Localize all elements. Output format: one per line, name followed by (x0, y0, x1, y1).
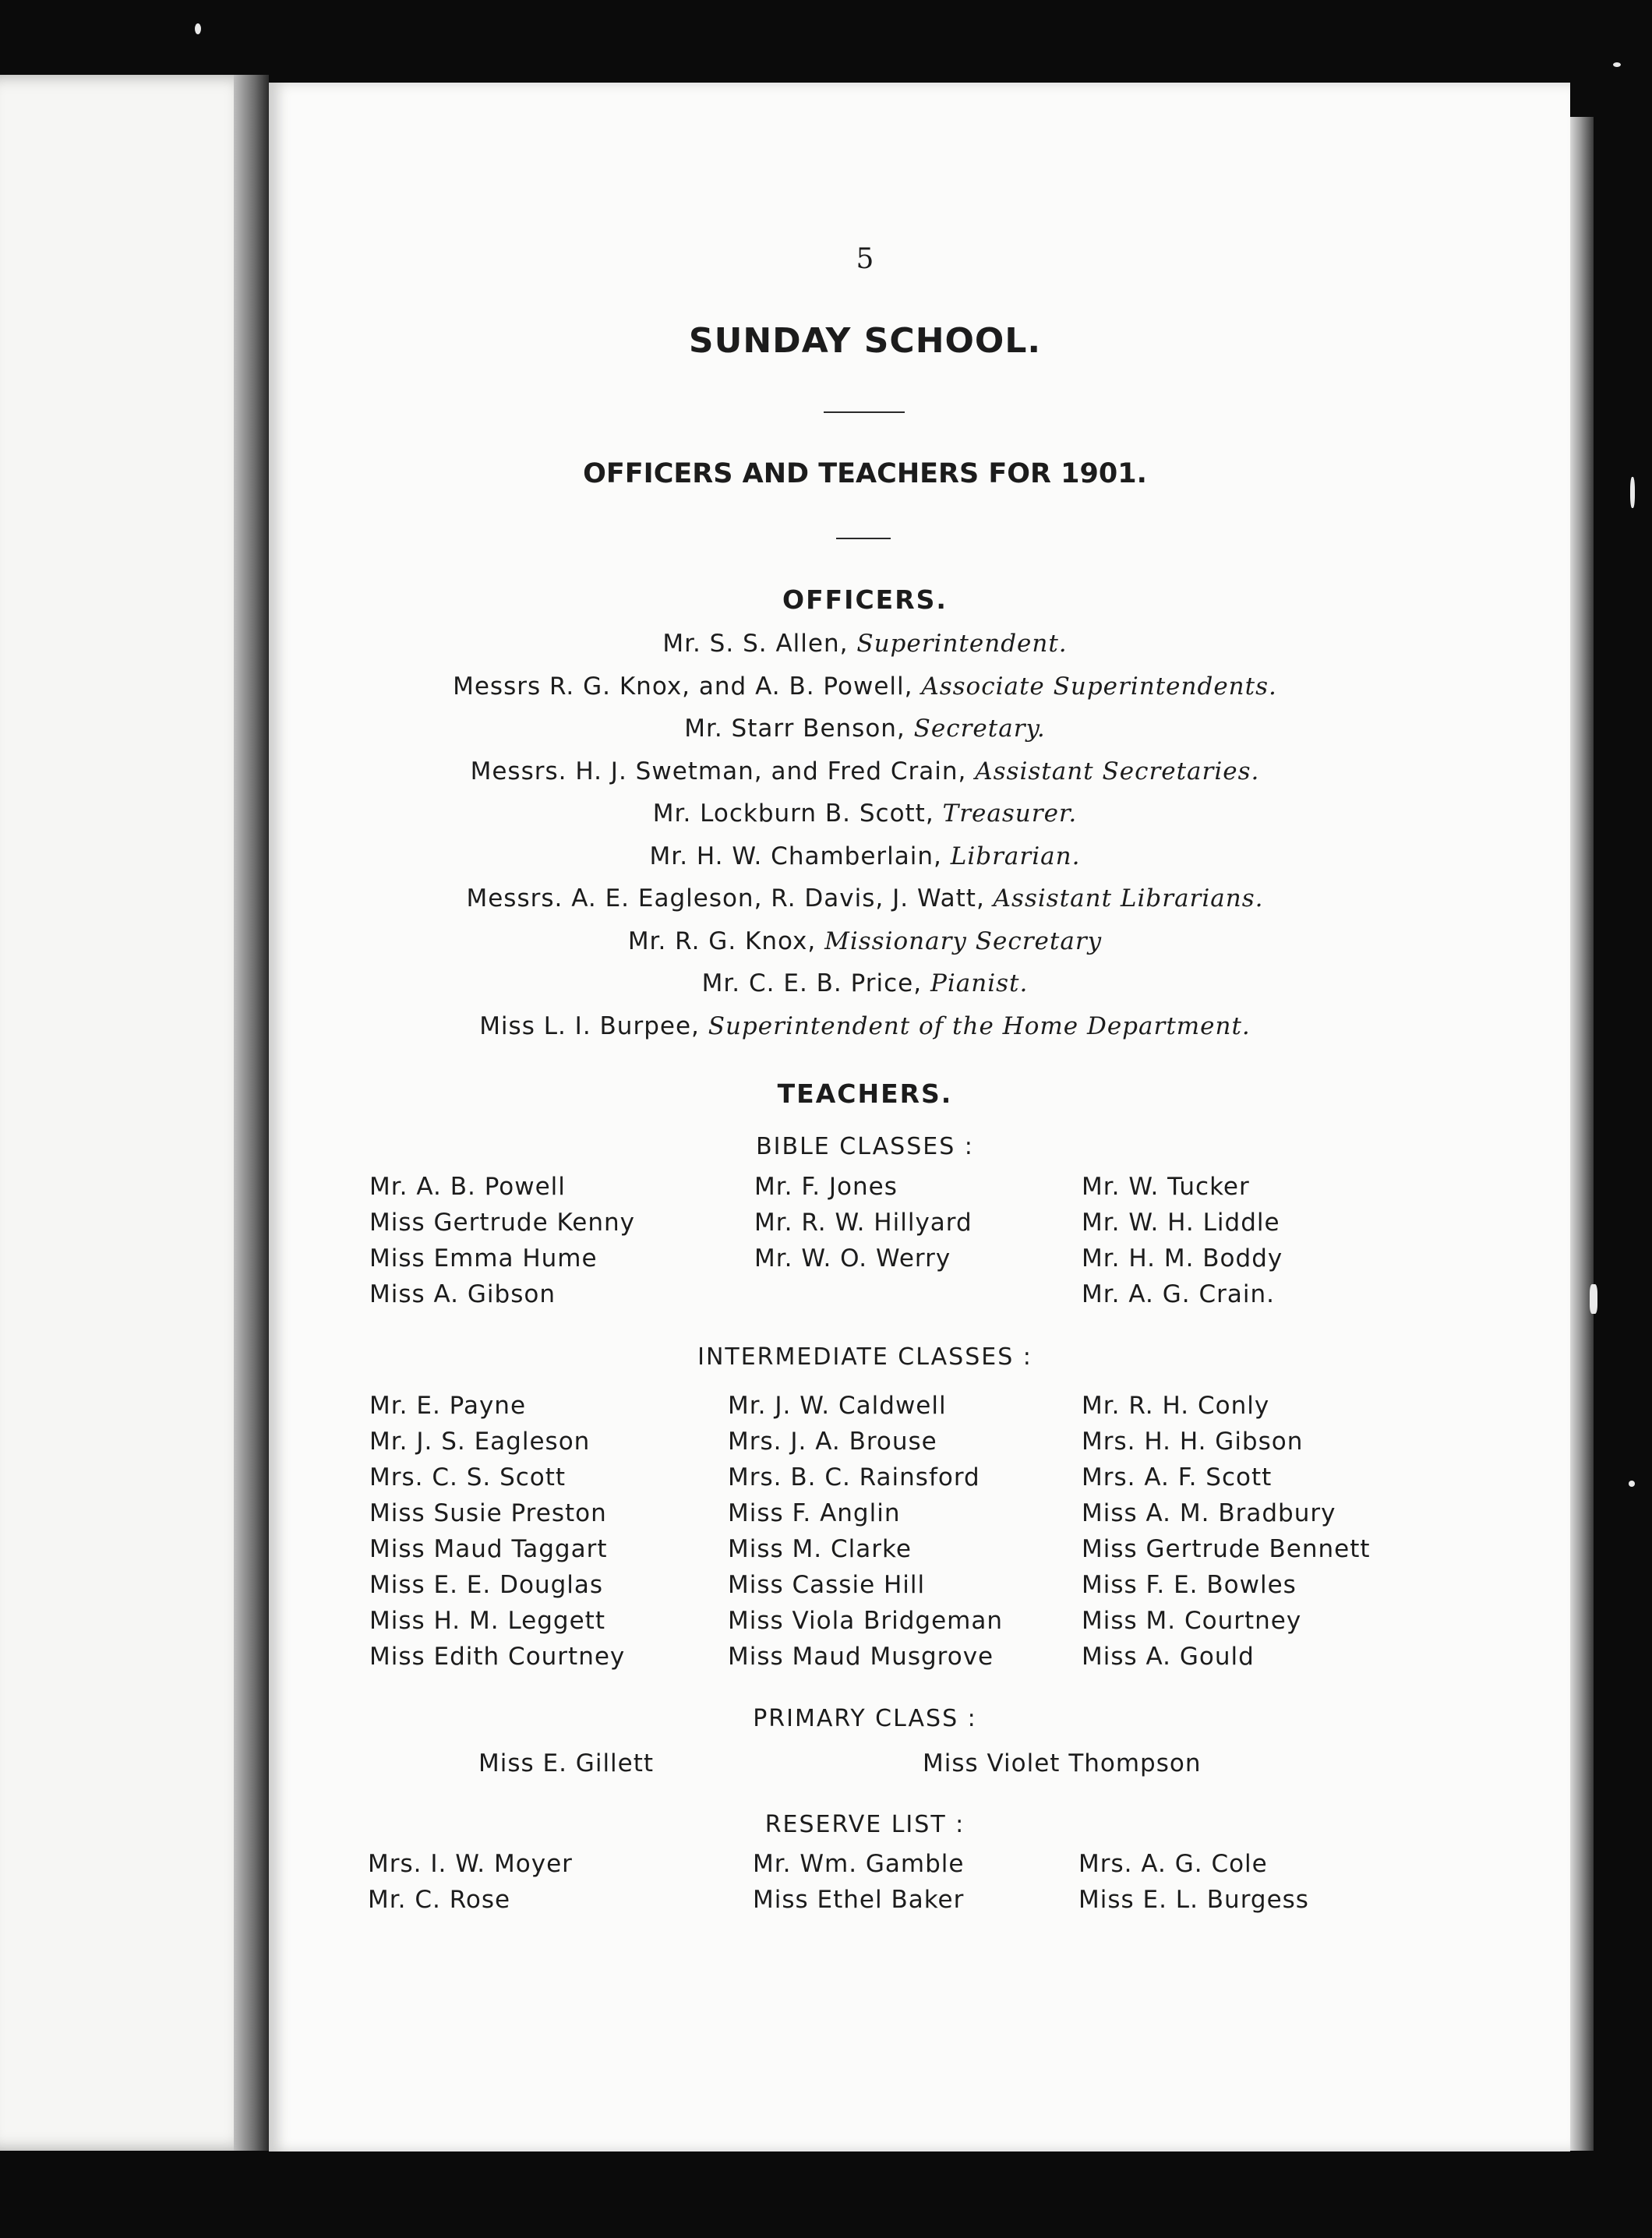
page-title: SUNDAY SCHOOL. (688, 321, 1042, 361)
teacher-name: Mr. H. M. Boddy (1082, 1244, 1283, 1273)
reserve-list-col1 (368, 1846, 573, 1918)
teacher-name: Miss A. Gibson (369, 1280, 556, 1308)
officer-name: Miss L. I. Burpee, (479, 1011, 708, 1040)
officer-name: Mr. C. E. B. Price, (701, 969, 930, 997)
title-rule (824, 411, 905, 413)
officer-entry (269, 1012, 1461, 1040)
officer-entry (269, 842, 1461, 870)
teacher-name: Mr. J. S. Eagleson (369, 1428, 591, 1456)
teacher-name: Miss Ethel Baker (753, 1886, 965, 1914)
teacher-name: Mr. R. H. Conly (1082, 1392, 1270, 1420)
teacher-name: Mrs. C. S. Scott (369, 1463, 567, 1491)
primary-class-heading: PRIMARY CLASS : (753, 1705, 977, 1732)
subtitle-rule (836, 538, 891, 539)
teacher-name: Miss A. Gould (1082, 1643, 1255, 1671)
officer-entry (269, 969, 1461, 997)
reserve-list-col3 (1078, 1846, 1309, 1918)
officer-name: Mr. R. G. Knox, (627, 927, 825, 955)
dust-speck (1613, 62, 1621, 67)
officer-name: Messrs. A. E. Eagleson, R. Davis, J. Watt, (466, 884, 994, 912)
officer-role: Treasurer. (942, 800, 1078, 828)
teacher-name: Mr. J. W. Caldwell (728, 1392, 947, 1420)
bible-classes-col3 (1082, 1169, 1283, 1312)
officer-role: Secretary. (913, 715, 1046, 743)
officer-role: Superintendent. (856, 630, 1068, 658)
teacher-name: Mr. W. O. Werry (754, 1244, 951, 1273)
reserve-list-col2 (753, 1846, 965, 1918)
teacher-name: Mr. Wm. Gamble (753, 1850, 965, 1878)
left-page (0, 75, 257, 2151)
teacher-name: Mrs. H. H. Gibson (1082, 1428, 1304, 1456)
dust-speck (1630, 477, 1635, 508)
officer-role: Assistant Secretaries. (975, 757, 1260, 785)
teacher-name: Miss Maud Taggart (369, 1535, 608, 1563)
officer-role: Librarian. (950, 842, 1081, 870)
teacher-name: Mr. W. Tucker (1082, 1173, 1250, 1201)
officer-entry (269, 757, 1461, 785)
teacher-name: Miss M. Clarke (728, 1535, 912, 1563)
officer-entry (269, 884, 1461, 912)
bible-classes-col2 (754, 1169, 972, 1276)
teacher-name: Mrs. B. C. Rainsford (728, 1463, 980, 1491)
teacher-name: Mr. A. G. Crain. (1082, 1280, 1275, 1308)
officer-entry (269, 630, 1461, 658)
teacher-name: Miss Viola Bridgeman (728, 1607, 1003, 1635)
bible-classes-col1 (369, 1169, 635, 1312)
teacher-name: Mr. E. Payne (369, 1392, 527, 1420)
intermediate-classes-col3 (1082, 1388, 1371, 1675)
page-subtitle: OFFICERS AND TEACHERS FOR 1901. (583, 458, 1147, 489)
officer-role: Pianist. (930, 969, 1029, 997)
teacher-name: Miss Cassie Hill (728, 1571, 926, 1599)
officers-heading: OFFICERS. (782, 584, 948, 615)
teacher-name: Miss A. M. Bradbury (1082, 1499, 1336, 1527)
teacher-name: Mrs. A. G. Cole (1078, 1850, 1268, 1878)
teacher-name: Miss Gertrude Bennett (1082, 1535, 1371, 1563)
officer-role: Assistant Librarians. (993, 884, 1264, 912)
officer-name: Mr. Starr Benson, (684, 715, 914, 743)
primary-class-left (478, 1746, 654, 1781)
officer-name: Mr. Lockburn B. Scott, (652, 800, 943, 828)
officer-entry (269, 672, 1461, 701)
right-page (269, 83, 1570, 2152)
teacher-name: Miss F. Anglin (728, 1499, 901, 1527)
intermediate-classes-col2 (728, 1388, 1003, 1675)
dust-speck (1629, 1481, 1635, 1487)
teacher-name: Mrs. J. A. Brouse (728, 1428, 937, 1456)
teacher-name: Miss M. Courtney (1082, 1607, 1302, 1635)
dust-speck (1590, 1284, 1597, 1314)
teacher-name: Miss F. E. Bowles (1082, 1571, 1297, 1599)
officer-entry (269, 800, 1461, 828)
teacher-name: Miss E. L. Burgess (1078, 1886, 1309, 1914)
teacher-name: Mr. F. Jones (754, 1173, 898, 1201)
officer-entry (269, 715, 1461, 743)
officer-role: Missionary Secretary (824, 927, 1103, 955)
officer-name: Messrs R. G. Knox, and A. B. Powell, (453, 672, 922, 701)
teacher-name: Miss E. Gillett (478, 1749, 655, 1777)
page-number: 5 (856, 243, 874, 275)
teacher-name: Mr. R. W. Hillyard (754, 1209, 972, 1237)
teacher-name: Miss Emma Hume (369, 1244, 598, 1273)
teacher-name: Mrs. I. W. Moyer (368, 1850, 573, 1878)
teacher-name: Miss E. E. Douglas (369, 1571, 604, 1599)
officer-name: Mr. H. W. Chamberlain, (649, 842, 951, 870)
teacher-name: Miss Violet Thompson (923, 1749, 1202, 1777)
teacher-name: Miss Maud Musgrove (728, 1643, 994, 1671)
teacher-name: Mrs. A. F. Scott (1082, 1463, 1273, 1491)
page-edge (1570, 117, 1594, 2151)
teacher-name: Mr. A. B. Powell (369, 1173, 566, 1201)
officer-name: Messrs. H. J. Swetman, and Fred Crain, (470, 757, 976, 785)
officer-role: Superintendent of the Home Department. (708, 1011, 1251, 1040)
officer-name: Mr. S. S. Allen, (662, 630, 857, 658)
page-gutter (234, 75, 269, 2151)
reserve-list-heading: RESERVE LIST : (764, 1811, 965, 1838)
teachers-heading: TEACHERS. (777, 1078, 953, 1109)
teacher-name: Mr. C. Rose (368, 1886, 511, 1914)
teacher-name: Miss Edith Courtney (369, 1643, 626, 1671)
bible-classes-heading: BIBLE CLASSES : (756, 1133, 974, 1160)
teacher-name: Miss H. M. Leggett (369, 1607, 605, 1635)
dust-speck (195, 23, 201, 34)
officer-role: Associate Superintendents. (921, 672, 1277, 701)
intermediate-classes-col1 (369, 1388, 625, 1675)
teacher-name: Mr. W. H. Liddle (1082, 1209, 1280, 1237)
teacher-name: Miss Gertrude Kenny (369, 1209, 636, 1237)
teacher-name: Miss Susie Preston (369, 1499, 607, 1527)
intermediate-classes-heading: INTERMEDIATE CLASSES : (697, 1343, 1032, 1371)
officer-entry (269, 927, 1461, 955)
primary-class-right (923, 1746, 1202, 1781)
